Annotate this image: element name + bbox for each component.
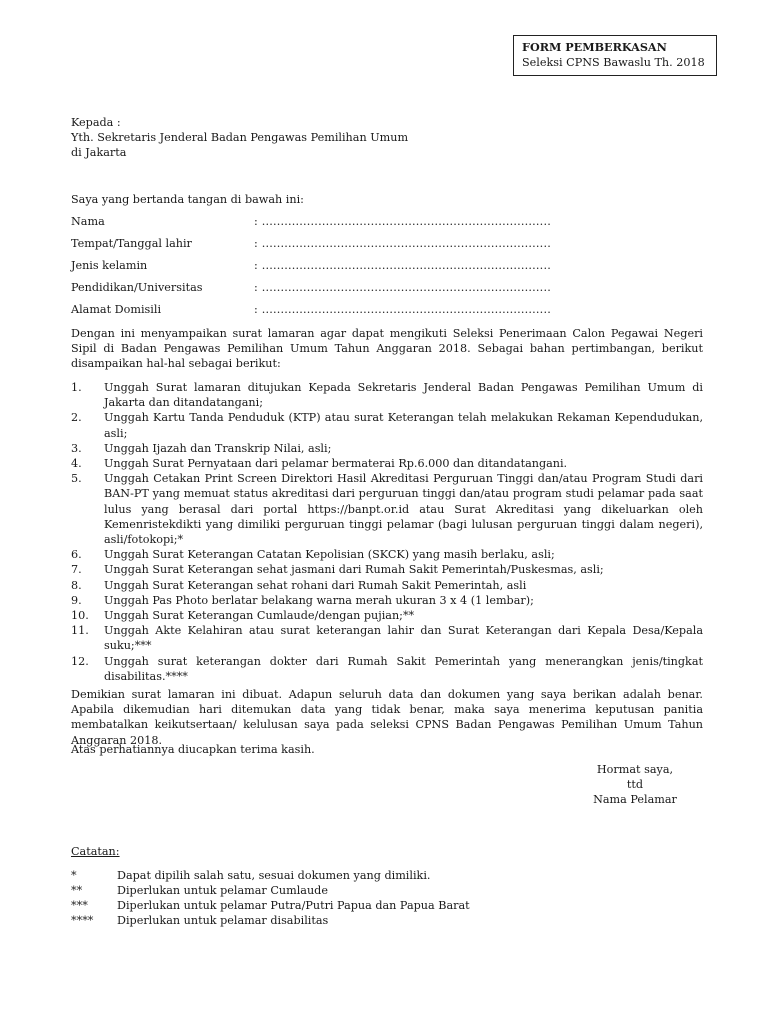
form-title: FORM PEMBERKASAN (522, 40, 667, 54)
notes-title: Catatan: (71, 845, 120, 858)
item-text: Unggah Surat Keterangan sehat jasmani dari Rumah Sakit Pemerintah/Puskesmas, asli; (104, 563, 604, 577)
item-text: Unggah Surat Keterangan sehat rohani dari Rumah Sakit Pemerintah, asli (104, 578, 527, 592)
note-mark: ** (71, 884, 83, 897)
list-item (71, 471, 703, 547)
item-text: Unggah Surat Pernyataan dari pelamar bermaterai Rp.6.000 dan ditandatangani. (104, 457, 568, 471)
list-item (71, 562, 703, 577)
note-text: Dapat dipilih salah satu, sesuai dokumen yang dimiliki. (117, 869, 431, 882)
intro-text: Saya yang bertanda tangan di bawah ini: (71, 193, 304, 206)
field-label: Nama (71, 215, 105, 228)
list-item (71, 547, 703, 562)
signature-regards: Hormat saya, (596, 763, 674, 776)
note-mark: *** (71, 899, 88, 912)
list-item (71, 593, 703, 608)
item-number: 5. (71, 472, 82, 486)
item-number: 1. (71, 381, 82, 394)
item-text: Unggah Cetakan Print Screen Direktori Hasil Akreditasi Perguruan Tinggi dan/atau Program Studi dari BAN-PT yang memuat status akreditasi dari perguruan tinggi dan/atau program studi pelamar pada saat lulus yang berasal dari portal https://banpt.or.id atau Surat Akreditasi yang dikeluarkan oleh Kemenristekdikti yang dimiliki perguruan tinggi pelamar (bagi lulusan perguruan tinggi dalam negeri), asli/fotokopi;* (104, 472, 703, 547)
note-text: Diperlukan untuk pelamar disabilitas (117, 914, 329, 927)
form-header-box (513, 35, 717, 76)
item-text: Unggah Surat Keterangan Cumlaude/dengan pujian;** (104, 609, 415, 623)
signature-block (560, 762, 710, 807)
item-number: 4. (71, 457, 82, 471)
item-text: Unggah Surat lamaran ditujukan Kepada Sekretaris Jenderal Badan Pengawas Pemilihan Umum di Jakarta dan ditandatangani; (104, 381, 703, 410)
item-text: Unggah Akte Kelahiran atau surat keterangan lahir dan Surat Keterangan dari Kepala Desa/Kepala suku;*** (104, 624, 703, 653)
list-item (71, 380, 703, 410)
closing-text: Atas perhatiannya diucapkan terima kasih. (71, 743, 315, 756)
item-number: 3. (71, 441, 82, 455)
field-label: Alamat Domisili (71, 303, 162, 316)
item-number: 9. (71, 593, 82, 607)
item-number: 2. (71, 411, 82, 425)
address-to: Kepada : (71, 116, 121, 129)
note-mark: **** (71, 914, 94, 927)
requirements-list (71, 380, 703, 684)
address-block (71, 115, 703, 160)
list-item (71, 654, 703, 684)
item-number: 11. (71, 624, 89, 638)
paragraph-statement: Demikian surat lamaran ini dibuat. Adapun seluruh data dan dokumen yang saya berikan adalah benar. Apabila dikemudian hari ditemukan data yang tidak benar, maka saya menerima keputusan panitia membatalkan keikutsertaan/ kelulusan saya pada seleksi CPNS Badan Pengawas Pemilihan Umum Tahun Anggaran 2018. (71, 688, 703, 747)
list-item (71, 608, 703, 623)
note-text: Diperlukan untuk pelamar Putra/Putri Papua dan Papua Barat (117, 899, 470, 912)
field-label: Jenis kelamin (71, 259, 148, 272)
item-text: Unggah Pas Photo berlatar belakang warna merah ukuran 3 x 4 (1 lembar); (104, 593, 534, 607)
field-blank: : ............................................................................. (254, 215, 551, 228)
list-item (71, 456, 703, 471)
item-text: Unggah Kartu Tanda Penduduk (KTP) atau surat Keterangan telah melakukan Rekaman Kependudukan, asli; (104, 411, 703, 440)
address-recipient: Yth. Sekretaris Jenderal Badan Pengawas Pemilihan Umum (71, 131, 409, 144)
notes-list (71, 868, 703, 932)
item-text: Unggah Ijazah dan Transkrip Nilai, asli; (104, 441, 332, 455)
form-subtitle: Seleksi CPNS Bawaslu Th. 2018 (522, 56, 705, 69)
item-number: 6. (71, 548, 82, 562)
address-city: di Jakarta (71, 146, 127, 159)
field-blank: : ............................................................................. (254, 259, 551, 272)
field-label: Pendidikan/Universitas (71, 281, 203, 294)
field-blank: : ............................................................................. (254, 281, 551, 294)
item-number: 7. (71, 563, 82, 577)
list-item (71, 578, 703, 593)
item-text: Unggah surat keterangan dokter dari Rumah Sakit Pemerintah yang menerangkan jenis/tingkat disabilitas.**** (104, 654, 703, 683)
field-label: Tempat/Tanggal lahir (71, 237, 192, 250)
list-item (71, 410, 703, 440)
item-number: 8. (71, 578, 82, 592)
paragraph-intro: Dengan ini menyampaikan surat lamaran agar dapat mengikuti Seleksi Penerimaan Calon Pegawai Negeri Sipil di Badan Pengawas Pemilihan Umum Tahun Anggaran 2018. Sebagai bahan pertimbangan, berikut disampaikan hal-hal sebagai berikut: (71, 327, 703, 371)
list-item (71, 623, 703, 653)
item-number: 12. (71, 654, 89, 668)
signature-ttd: ttd (626, 778, 644, 791)
item-number: 10. (71, 609, 89, 623)
note-mark: * (71, 869, 77, 882)
item-text: Unggah Surat Keterangan Catatan Kepolisian (SKCK) yang masih berlaku, asli; (104, 548, 555, 562)
signature-name: Nama Pelamar (593, 793, 677, 806)
list-item (71, 441, 703, 456)
field-blank: : ............................................................................. (254, 237, 551, 250)
note-text: Diperlukan untuk pelamar Cumlaude (117, 884, 328, 897)
field-blank: : ............................................................................. (254, 303, 551, 316)
